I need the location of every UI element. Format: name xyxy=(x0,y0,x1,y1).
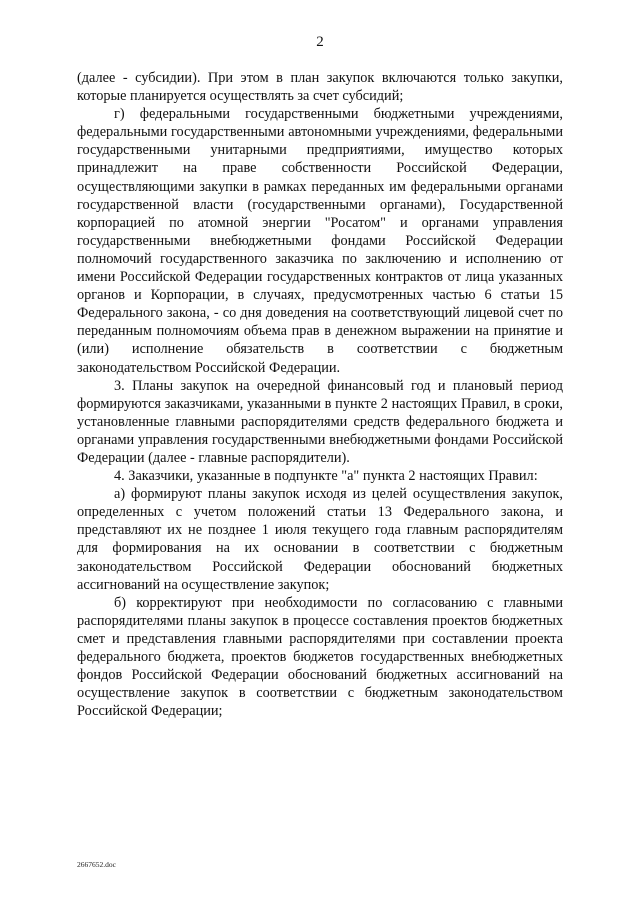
paragraph-subitem-a: а) формируют планы закупок исходя из целей осуществления закупок, определенных с учетом положений статьи 13 Федерального закона, и представляют их не позднее 1 июля текущего года главным распорядителям для формирования на их основании в соответствии с бюджетным законодательством Российской Федерации обоснований бюджетных ассигнований на осуществление закупок; xyxy=(77,486,563,593)
page-number: 2 xyxy=(316,34,324,50)
paragraph-subsidies-continuation: (далее - субсидии). При этом в план закупок включаются только закупки, которые планируется осуществлять за счет субсидий; xyxy=(77,70,563,105)
paragraph-subitem-b: б) корректируют при необходимости по согласованию с главными распорядителями планы закупок в процессе составления проектов бюджетных смет и представления главными распорядителями при составлении проекта федерального бюджета, проектов бюджетов государственных внебюджетных фондов Российской Федерации обоснований бюджетных ассигнований на осуществление закупок в соответствии с бюджетным законодательством Российской Федерации; xyxy=(77,594,563,720)
paragraph-subitem-g: г) федеральными государственными бюджетными учреждениями, федеральными государственными автономными учреждениями, федеральными государственными унитарными предприятиями, имущество которых принадлежит на праве собственности Российской Федерации, осуществляющими закупки в рамках переданных им федеральными органами государственной власти (государственными органами), Государственной корпорацией по атомной энергии "Росатом" и органами управления государственными внебюджетными фондами Российской Федерации полномочий государственного заказчика по заключению и исполнению от имени Российской Федерации государственных контрактов от лица указанных органов и Корпорации, в случаях, предусмотренных частью 6 статьи 15 Федерального закона, - со дня доведения на соответствующий лицевой счет по переданным полномочиям объема прав в денежном выражении на принятие и (или) исполнение обязательств в соответствии с бюджетным законодательством Российской Федерации. xyxy=(77,106,563,376)
document-file-footer: 2667652.doc xyxy=(77,860,116,869)
document-body xyxy=(77,69,563,720)
paragraph-item-4: 4. Заказчики, указанные в подпункте "а" пункта 2 настоящих Правил: xyxy=(114,468,538,485)
paragraph-item-3: 3. Планы закупок на очередной финансовый год и плановый период формируются заказчиками, указанными в пункте 2 настоящих Правил, в сроки, установленные главными распорядителями средств федерального бюджета и органами управления государственными внебюджетными фондами Российской Федерации (далее - главные распорядители). xyxy=(77,377,563,466)
